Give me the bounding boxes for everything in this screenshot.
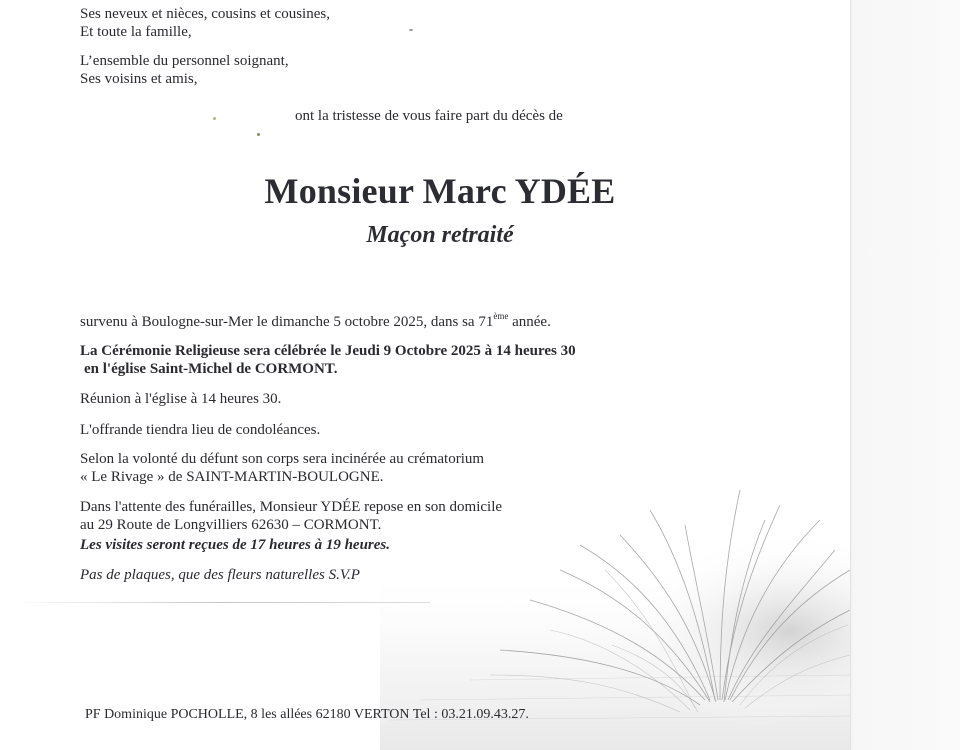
ceremony-line-1: La Cérémonie Religieuse sera célébrée le Jeudi 9 Octobre 2025 à 14 heures 30 <box>80 343 576 359</box>
meeting-line: Réunion à l'église à 14 heures 30. <box>80 391 282 407</box>
funeral-home-footer: PF Dominique POCHOLLE, 8 les allées 62180 VERTON Tel : 03.21.09.43.27. <box>85 707 529 722</box>
family-line-2: Et toute la famille, <box>80 24 192 40</box>
deceased-name: Monsieur Marc YDÉE <box>264 171 616 211</box>
deceased-profession: Maçon retraité <box>366 222 514 248</box>
family-line-3: L’ensemble du personnel soignant, <box>80 53 289 69</box>
scan-speck <box>213 117 216 120</box>
death-notice-end: année. <box>508 314 551 330</box>
family-line-4: Ses voisins et amis, <box>80 71 198 87</box>
scan-line <box>10 602 430 603</box>
family-line-1: Ses neveux et nièces, cousins et cousines, <box>80 6 330 22</box>
beach-grass-photo <box>380 450 850 750</box>
scan-margin <box>850 0 960 750</box>
death-notice <box>80 313 551 331</box>
cremation-line-1: Selon la volonté du défunt son corps sera incinérée au crématorium <box>80 451 485 467</box>
death-notice-superscript: ème <box>493 311 509 321</box>
offering-line: L'offrande tiendra lieu de condoléances. <box>80 422 321 438</box>
rest-line-2: au 29 Route de Longvilliers 62630 – CORMONT. <box>80 517 382 533</box>
scan-speck <box>409 29 413 31</box>
visits-line: Les visites seront reçues de 17 heures à 19 heures. <box>80 537 390 553</box>
death-notice-text: survenu à Boulogne-sur-Mer le dimanche 5 octobre 2025, dans sa 71 <box>80 314 494 330</box>
flowers-line: Pas de plaques, que des fleurs naturelles S.V.P <box>80 567 360 583</box>
ceremony-line-2: en l'église Saint-Michel de CORMONT. <box>84 361 338 377</box>
rest-line-1: Dans l'attente des funérailles, Monsieur YDÉE repose en son domicile <box>80 499 503 515</box>
scan-speck <box>257 133 260 136</box>
announcement-line: ont la tristesse de vous faire part du décès de <box>295 108 563 124</box>
cremation-line-2: « Le Rivage » de SAINT-MARTIN-BOULOGNE. <box>80 469 384 485</box>
